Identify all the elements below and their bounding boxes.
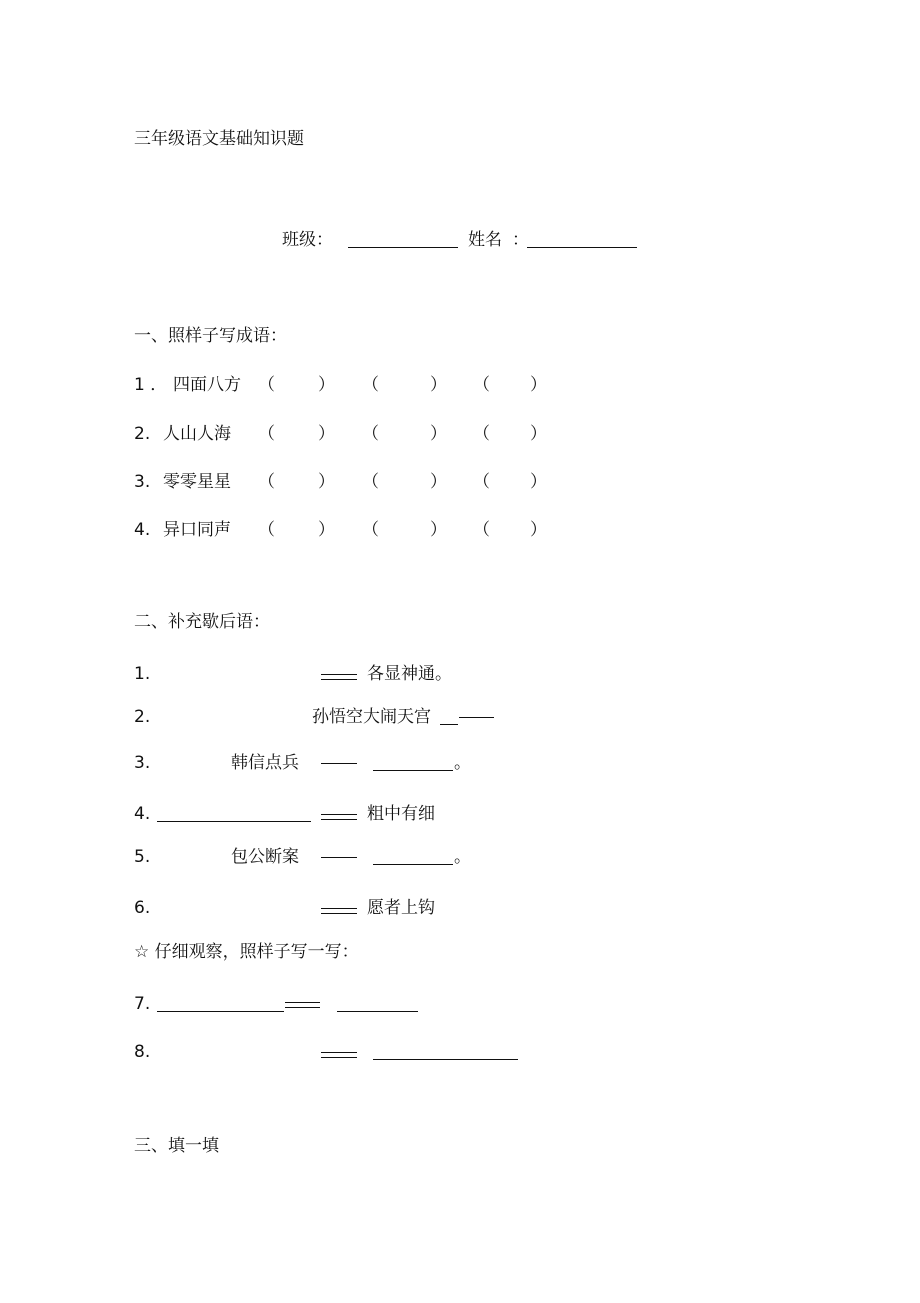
name-colon: ： xyxy=(512,230,529,250)
answer-blank[interactable] xyxy=(337,997,418,1012)
answer-paren-open[interactable]: （ xyxy=(258,375,275,395)
double-dash xyxy=(321,814,357,820)
idiom-word: 人山人海 xyxy=(163,424,231,444)
answer-paren-open[interactable]: （ xyxy=(362,520,379,540)
answer-blank[interactable] xyxy=(157,807,311,822)
answer-blank[interactable] xyxy=(373,850,453,865)
double-dash xyxy=(321,1052,357,1058)
answer-paren-open[interactable]: （ xyxy=(362,472,379,492)
double-dash xyxy=(321,908,357,914)
answer-paren-close: ） xyxy=(430,520,447,540)
idiom-word: 四面八方 xyxy=(173,375,241,395)
class-label: 班级： xyxy=(282,230,333,250)
xiehouyu-num: 5. xyxy=(134,847,151,867)
section3-heading: 三、填一填 xyxy=(134,1136,219,1156)
xiehouyu-num: 1. xyxy=(134,664,151,684)
answer-paren-close: ） xyxy=(430,375,447,395)
xiehouyu-text: 各显神通。 xyxy=(367,664,452,684)
answer-blank[interactable] xyxy=(440,710,458,725)
answer-paren-open[interactable]: （ xyxy=(473,375,490,395)
answer-paren-close: ） xyxy=(430,472,447,492)
xiehouyu-text: 韩信点兵 xyxy=(231,753,299,773)
answer-paren-close: ） xyxy=(530,424,547,444)
observe-num: 8. xyxy=(134,1042,151,1062)
xiehouyu-text: 孙悟空大闹天宫 xyxy=(312,707,431,727)
answer-paren-close: ） xyxy=(530,520,547,540)
xiehouyu-num: 6. xyxy=(134,898,151,918)
xiehouyu-num: 2. xyxy=(134,707,151,727)
idiom-num: 2. xyxy=(134,424,151,444)
double-dash xyxy=(321,674,357,680)
idiom-num: 3. xyxy=(134,472,151,492)
observe-num: 7. xyxy=(134,994,151,1014)
answer-paren-open[interactable]: （ xyxy=(362,375,379,395)
answer-paren-close: ） xyxy=(318,424,335,444)
section2-heading: 二、补充歇后语： xyxy=(134,612,270,632)
idiom-num: 4. xyxy=(134,520,151,540)
answer-blank[interactable] xyxy=(373,756,453,771)
idiom-num: 1 ． xyxy=(134,375,168,395)
answer-paren-open[interactable]: （ xyxy=(362,424,379,444)
answer-paren-close: ） xyxy=(430,424,447,444)
answer-paren-close: ） xyxy=(530,472,547,492)
idiom-word: 异口同声 xyxy=(163,520,231,540)
name-label: 姓名 xyxy=(468,230,502,250)
xiehouyu-text: 粗中有细 xyxy=(367,804,435,824)
dash xyxy=(321,857,357,858)
answer-paren-close: ） xyxy=(318,375,335,395)
name-blank[interactable] xyxy=(527,233,637,248)
answer-paren-open[interactable]: （ xyxy=(473,424,490,444)
period: 。 xyxy=(454,847,471,867)
xiehouyu-num: 3. xyxy=(134,753,151,773)
class-blank[interactable] xyxy=(348,233,458,248)
answer-paren-open[interactable]: （ xyxy=(473,472,490,492)
answer-paren-open[interactable]: （ xyxy=(258,472,275,492)
idiom-word: 零零星星 xyxy=(163,472,231,492)
xiehouyu-text: 包公断案 xyxy=(231,847,299,867)
xiehouyu-num: 4. xyxy=(134,804,151,824)
dash xyxy=(321,763,357,764)
answer-blank[interactable] xyxy=(157,997,284,1012)
xiehouyu-text: 愿者上钩 xyxy=(367,898,435,918)
answer-paren-open[interactable]: （ xyxy=(258,424,275,444)
answer-paren-close: ） xyxy=(318,520,335,540)
answer-blank[interactable] xyxy=(373,1045,518,1060)
answer-paren-close: ） xyxy=(530,375,547,395)
double-dash xyxy=(285,1002,320,1008)
page-title: 三年级语文基础知识题 xyxy=(134,129,304,149)
section1-heading: 一、照样子写成语： xyxy=(134,326,287,346)
observe-heading: ☆ 仔细观察，照样子写一写： xyxy=(134,942,359,962)
answer-paren-close: ） xyxy=(318,472,335,492)
period: 。 xyxy=(454,753,471,773)
answer-paren-open[interactable]: （ xyxy=(473,520,490,540)
dash xyxy=(459,717,494,718)
answer-paren-open[interactable]: （ xyxy=(258,520,275,540)
